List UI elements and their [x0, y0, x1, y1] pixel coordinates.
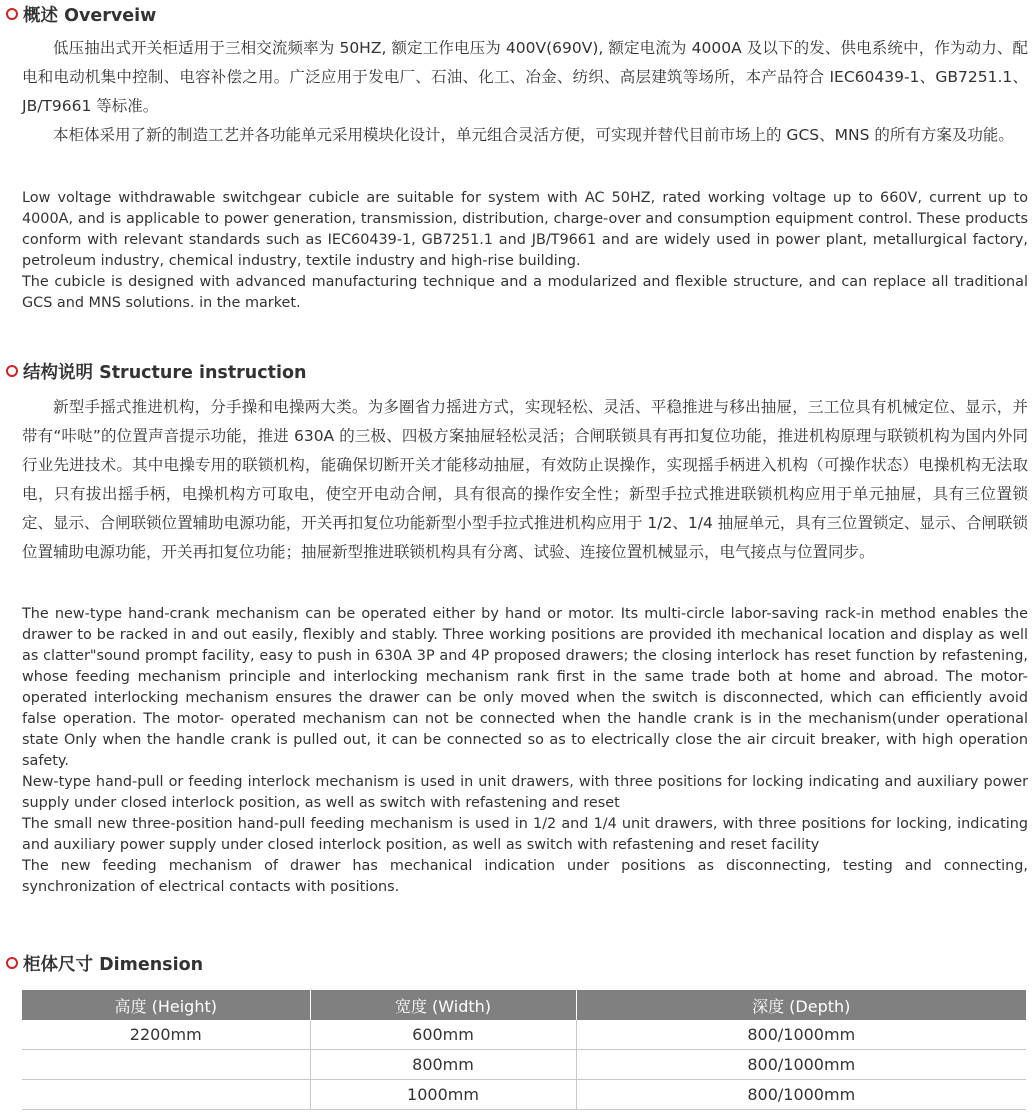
circle-bullet-icon [6, 8, 18, 20]
overview-cn-text [22, 34, 1028, 150]
table-cell [22, 1050, 310, 1080]
overview-en-paragraph: Low voltage withdrawable switchgear cubicle are suitable for system with AC 50HZ, rated working voltage up to 660V, current up to 4000A, and is applicable to power generation, transmission, distribution, charge-over and consumption equipment control. These products conform with relevant standards such as IEC60439-1, GB7251.1 and JB/T9661 and are widely used in power plant, metallurgical factory, petroleum industry, chemical industry, textile industry and high-rise building. [22, 190, 1028, 269]
table-header-row [22, 990, 1026, 1020]
table-cell: 600mm [310, 1020, 576, 1050]
dimension-heading-text: 柜体尺寸 Dimension [23, 954, 204, 975]
overview-cn-paragraph: 本柜体采用了新的制造工艺并各功能单元采用模块化设计，单元组合灵活方便，可实现并替代目前市场上的 GCS、MNS 的所有方案及功能。 [53, 126, 1014, 144]
table-cell: 800/1000mm [576, 1020, 1026, 1050]
structure-heading-text: 结构说明 Structure instruction [23, 362, 307, 383]
structure-en-paragraph: The new-type hand-crank mechanism can be operated either by hand or motor. Its multi-circle labor-saving rack-in method enables the drawer to be racked in and out easily, flexibly and stably. Three working positions are provided ith mechanical location and display as well as clatter"sound prompt facility, easy to push in 630A 3P and 4P proposed drawers; the closing interlock has reset function by refastening, whose feeding mechanism principle and interlocking mechanism rank first in the same trade both at home and abroad. The motor-operated interlocking mechanism ensures the drawer can be only moved when the switch is disconnected, which can efficiently avoid false operation. The motor- operated mechanism can not be connected when the handle crank is in the mechanism(under operational state Only when the handle crank is pulled out, it can be connected so as to electrically close the air circuit breaker, with high operation safety. [22, 606, 1028, 769]
circle-bullet-icon [6, 365, 18, 377]
structure-en-paragraph: The new feeding mechanism of drawer has mechanical indication under positions as disconnecting, testing and connecting, synchronization of electrical contacts with positions. [22, 858, 1028, 895]
structure-en-paragraph: The small new three-position hand-pull feeding mechanism is used in 1/2 and 1/4 unit drawers, with three positions for locking, indicating and auxiliary power supply under closed interlock position, as well as switch with refastening and reset facility [22, 816, 1028, 853]
structure-en-paragraph: New-type hand-pull or feeding interlock mechanism is used in unit drawers, with three positions for locking indicating and auxiliary power supply under closed interlock position, as well as switch with refastening and reset [22, 774, 1028, 811]
overview-en-text [22, 188, 1028, 314]
overview-heading-text: 概述 Overveiw [23, 5, 157, 26]
overview-en-paragraph: The cubicle is designed with advanced manufacturing technique and a modularized and flexible structure, and can replace all traditional GCS and MNS solutions. in the market. [22, 274, 1028, 311]
table-row [22, 1050, 1026, 1080]
table-cell: 800/1000mm [576, 1080, 1026, 1110]
structure-heading [6, 358, 307, 384]
table-cell: 1000mm [310, 1080, 576, 1110]
table-cell: 800mm [310, 1050, 576, 1080]
column-header-width: 宽度 (Width) [310, 990, 576, 1020]
column-header-height: 高度 (Height) [22, 990, 310, 1020]
overview-cn-paragraph: 低压抽出式开关柜适用于三相交流频率为 50HZ, 额定工作电压为 400V(690V), 额定电流为 4000A 及以下的发、供电系统中，作为动力、配电和电动机集中控制、电容补偿之用。广泛应用于发电厂、石油、化工、冶金、纺织、高层建筑等场所，本产品符合 IEC60439-1、GB7251.1、JB/T9661 等标准。 [22, 39, 1028, 115]
dimension-table [22, 990, 1026, 1110]
table-row [22, 1020, 1026, 1050]
structure-cn-text [22, 393, 1028, 567]
circle-bullet-icon [6, 957, 18, 969]
dimension-heading [6, 950, 203, 976]
table-row [22, 1080, 1026, 1110]
overview-heading [6, 1, 156, 27]
table-cell: 2200mm [22, 1020, 310, 1050]
table-cell [22, 1080, 310, 1110]
structure-cn-paragraph: 新型手摇式推进机构，分手操和电操两大类。为多圈省力摇进方式，实现轻松、灵活、平稳推进与移出抽屉，三工位具有机械定位、显示，并带有“咔哒”的位置声音提示功能，推进 630A 的三极、四极方案抽屉轻松灵活；合闸联锁具有再扣复位功能，推进机构原理与联锁机构为国内外同行业先进技术。其中电操专用的联锁机构，能确保切断开关才能移动抽屉，有效防止误操作，实现摇手柄进入机构（可操作状态）电操机构无法取电，只有拔出摇手柄，电操机构方可取电，使空开电动合闸，具有很高的操作安全性；新型手拉式推进联锁机构应用于单元抽屉，具有三位置锁定、显示、合闸联锁位置辅助电源功能，开关再扣复位功能新型小型手拉式推进机构应用于 1/2、1/4 抽屉单元，具有三位置锁定、显示、合闸联锁位置辅助电源功能，开关再扣复位功能；抽屉新型推进联锁机构具有分离、试验、连接位置机械显示，电气接点与位置同步。 [22, 398, 1028, 561]
table-cell: 800/1000mm [576, 1050, 1026, 1080]
column-header-depth: 深度 (Depth) [576, 990, 1026, 1020]
structure-en-text [22, 604, 1028, 898]
